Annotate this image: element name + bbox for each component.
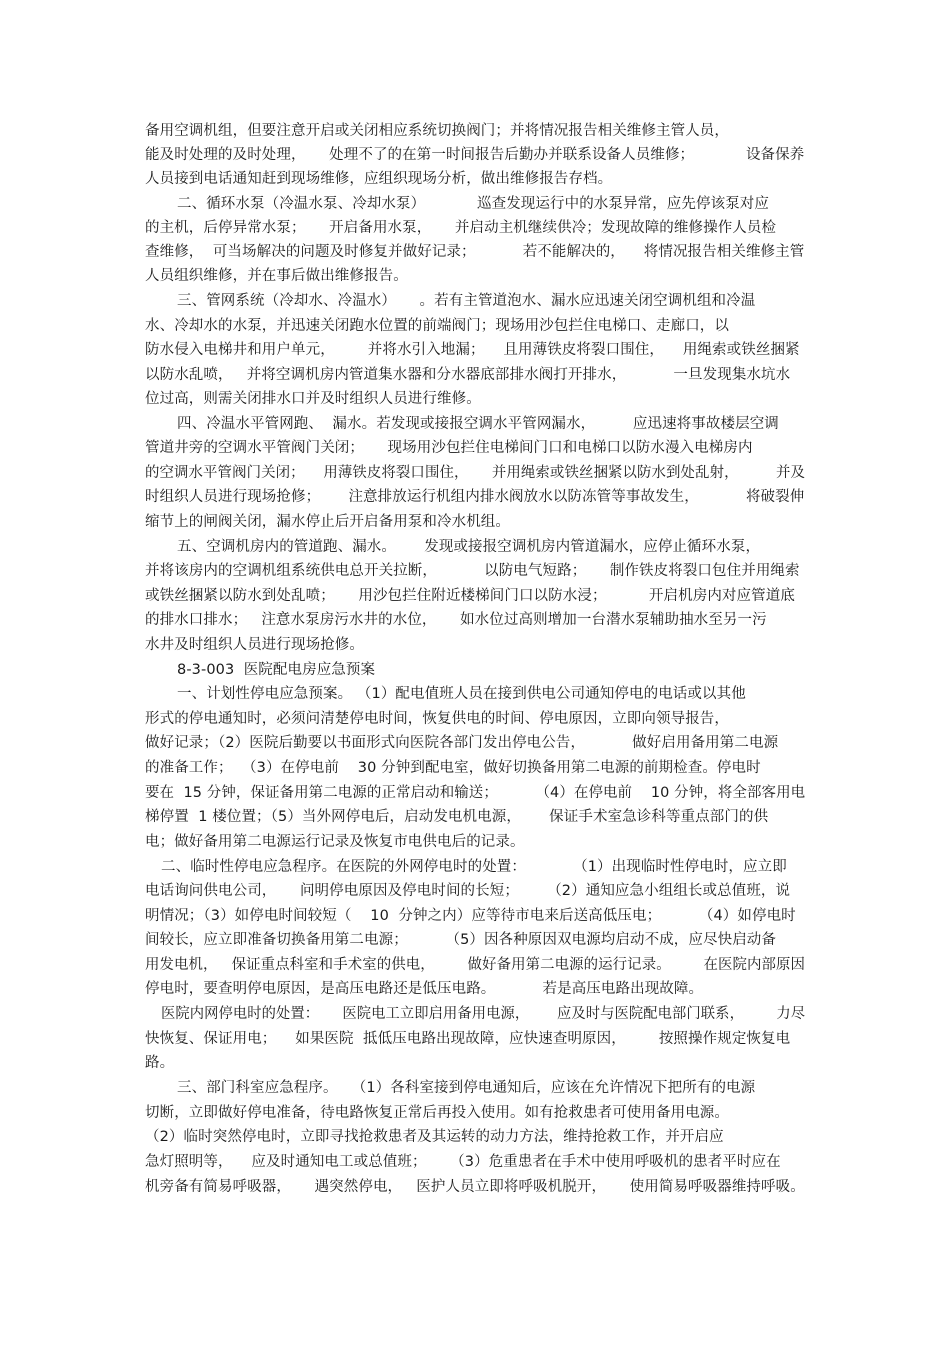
- section-heading: 8-3-003 医院配电房应急预案: [177, 662, 376, 678]
- text-line: 快恢复、保证用电； 如果医院 抵低压电路出现故障，应快速查明原因， 按照操作规定恢复电: [145, 1031, 791, 1047]
- text-line: 路。: [145, 1055, 175, 1071]
- text-line: 明情况；（3）如停电时间较短（ 10 分钟之内）应等待市电来后送高低压电； （4）如停电时: [145, 908, 796, 924]
- text-line: 梯停置 1 楼位置；（5）当外网停电后，启动发电机电源， 保证手术室急诊科等重点部门的供: [145, 809, 769, 825]
- text-line: 缩节上的闸阀关闭，漏水停止后开启备用泵和冷水机组。: [145, 514, 510, 530]
- text-line: 能及时处理的及时处理， 处理不了的在第一时间报告后勤办并联系设备人员维修； 设备保养: [145, 147, 805, 163]
- text-line: 三、部门科室应急程序。 （1）各科室接到停电通知后，应该在允许情况下把所有的电源: [177, 1080, 756, 1096]
- text-line: 形式的停电通知时，必须问清楚停电时间，恢复供电的时间、停电原因，立即向领导报告，: [145, 711, 729, 727]
- text-line: 间较长，应立即准备切换备用第二电源； （5）因各种原因双电源均启动不成，应尽快启动备: [145, 932, 776, 948]
- text-line: 电话询问供电公司， 问明停电原因及停电时间的长短； （2）通知应急小组组长或总值班，说: [145, 883, 791, 899]
- text-line: 或铁丝捆紧以防水到处乱喷； 用沙包拦住附近楼梯间门口以防水浸； 开启机房内对应管道底: [145, 588, 795, 604]
- text-line: 防水侵入电梯井和用户单元， 并将水引入地漏； 且用薄铁皮将裂口围住， 用绳索或铁丝捆紧: [145, 342, 800, 358]
- text-line: 停电时，要查明停电原因，是高压电路还是低压电路。 若是高压电路出现故障。: [145, 981, 704, 997]
- text-line: 切断，立即做好停电准备，待电路恢复正常后再投入使用。如有抢救患者可使用备用电源。: [145, 1105, 729, 1121]
- text-line: 位过高，则需关闭排水口并及时组织人员进行维修。: [145, 391, 481, 407]
- text-line: 四、冷温水平管网跑、 漏水。若发现或接报空调水平管网漏水， 应迅速将事故楼层空调: [177, 416, 779, 432]
- text-line: 用发电机， 保证重点科室和手术室的供电， 做好备用第二电源的运行记录。 在医院内部原因: [145, 957, 806, 973]
- text-line: 医院内网停电时的处置： 医院电工立即启用备用电源， 应及时与医院配电部门联系， 力尽: [161, 1006, 806, 1022]
- text-line: 并将该房内的空调机组系统供电总开关拉断， 以防电气短路； 制作铁皮将裂口包住并用绳索: [145, 563, 800, 579]
- text-line: 人员组织维修，并在事后做出维修报告。: [145, 268, 408, 284]
- text-line: 的主机，后停异常水泵； 开启备用水泵， 并启动主机继续供冷；发现故障的维修操作人员检: [145, 220, 777, 236]
- text-line: 电；做好备用第二电源运行记录及恢复市电供电后的记录。: [145, 834, 525, 850]
- text-line: 水井及时组织人员进行现场抢修。: [145, 637, 364, 653]
- text-line: 查维修， 可当场解决的问题及时修复并做好记录； 若不能解决的， 将情况报告相关维修主管: [145, 244, 805, 260]
- text-line: 一、计划性停电应急预案。 （1）配电值班人员在接到供电公司通知停电的电话或以其他: [177, 686, 746, 702]
- text-line: 要在 15 分钟，保证备用第二电源的正常启动和输送； （4）在停电前 10 分钟，将全部客用电: [145, 785, 806, 801]
- text-line: 二、循环水泵（冷温水泵、冷却水泵） 巡查发现运行中的水泵异常，应先停该泵对应: [177, 196, 769, 212]
- text-line: 做好记录；（2）医院后勤要以书面形式向医院各部门发出停电公告， 做好启用备用第二电源: [145, 735, 779, 751]
- text-line: 时组织人员进行现场抢修； 注意排放运行机组内排水阀放水以防冻管等事故发生， 将破裂伸: [145, 489, 805, 505]
- text-line: 急灯照明等， 应及时通知电工或总值班； （3）危重患者在手术中使用呼吸机的患者平时应在: [145, 1154, 781, 1170]
- text-line: 人员接到电话通知赶到现场维修，应组织现场分析，做出维修报告存档。: [145, 171, 613, 187]
- text-line: 三、管网系统（冷却水、冷温水） 。若有主管道泡水、漏水应迅速关闭空调机组和冷温: [177, 293, 756, 309]
- text-line: 五、空调机房内的管道跑、漏水。 发现或接报空调机房内管道漏水，应停止循环水泵，: [177, 539, 761, 555]
- text-line: 的准备工作； （3）在停电前 30 分钟到配电室，做好切换备用第二电源的前期检查。停电时: [145, 760, 761, 776]
- text-line: 的空调水平管阀门关闭； 用薄铁皮将裂口围住， 并用绳索或铁丝捆紧以防水到处乱射， 并及: [145, 465, 806, 481]
- text-line: 备用空调机组，但要注意开启或关闭相应系统切换阀门；并将情况报告相关维修主管人员，: [145, 123, 729, 139]
- text-line: 水、冷却水的水泵，并迅速关闭跑水位置的前端阀门；现场用沙包拦住电梯口、走廊口，以: [145, 318, 729, 334]
- text-line: 的排水口排水； 注意水泵房污水井的水位， 如水位过高则增加一台潜水泵辅助抽水至另一污: [145, 612, 767, 628]
- text-line: 二、临时性停电应急程序。在医院的外网停电时的处置： （1）出现临时性停电时，应立即: [161, 859, 787, 875]
- text-line: （2）临时突然停电时，立即寻找抢救患者及其运转的动力方法，维持抢救工作，并开启应: [145, 1129, 724, 1145]
- text-line: 以防水乱喷， 并将空调机房内管道集水器和分水器底部排水阀打开排水， 一旦发现集水坑水: [145, 367, 791, 383]
- text-line: 管道井旁的空调水平管阀门关闭； 现场用沙包拦住电梯间门口和电梯口以防水漫入电梯房内: [145, 440, 753, 456]
- text-line: 机旁备有简易呼吸器， 遇突然停电， 医护人员立即将呼吸机脱开， 使用简易呼吸器维持呼吸。: [145, 1179, 805, 1195]
